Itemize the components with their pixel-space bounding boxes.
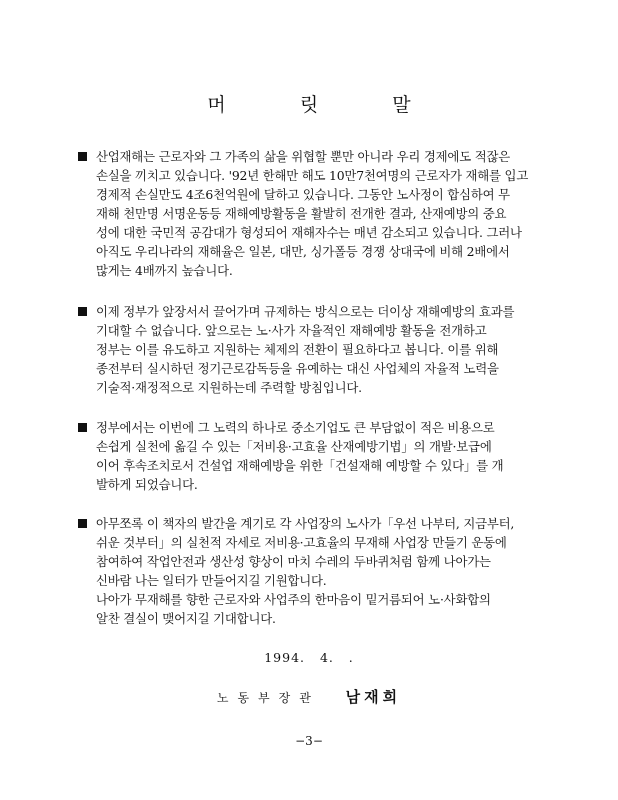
paragraph-section-4 [78, 514, 560, 628]
paragraph-text [96, 302, 560, 397]
signer-name: 남재희 [345, 688, 402, 706]
square-bullet-icon [78, 307, 87, 316]
text-line: 성에 대한 국민적 공감대가 형성되어 재해자수는 매년 감소되고 있습니다. 그러나 [96, 225, 522, 240]
paragraph-text [96, 514, 560, 628]
text-line: 발하게 되었습니다. [96, 477, 198, 492]
text-line: 기대할 수 없습니다. 앞으로는 노·사가 자율적인 재해예방 활동을 전개하고 [96, 323, 487, 338]
text-line: 손실을 끼치고 있습니다. '92년 한해만 해도 10만7천여명의 근로자가 재해를 입고 [96, 168, 529, 183]
text-line: 아무쪼록 이 책자의 발간을 계기로 각 사업장의 노사가「우선 나부터, 지금부터, [96, 516, 515, 531]
text-line: 많게는 4배까지 높습니다. [96, 263, 233, 278]
square-bullet-icon [78, 423, 87, 432]
paragraph-section-1 [78, 147, 560, 280]
text-line: 손쉽게 실천에 옮길 수 있는「저비용·고효율 산재예방기법」의 개발·보급에 [96, 439, 492, 454]
text-line: 신바람 나는 일터가 만들어지길 기원합니다. [96, 573, 327, 588]
text-line: 재해 천만명 서명운동등 재해예방활동을 활발히 전개한 결과, 산재예방의 중요 [96, 206, 507, 221]
signature-block [0, 686, 618, 707]
text-line: 이어 후속조치로서 건설업 재해예방을 위한「건설재해 예방할 수 있다」를 개 [96, 458, 504, 473]
paragraph-text [96, 147, 560, 280]
page-number: −3− [295, 734, 323, 748]
signer-title: 노동부장관 [216, 691, 320, 705]
paragraph-text [96, 418, 560, 494]
page-title: 머 릿 말 [207, 94, 445, 116]
text-line: 알찬 결실이 맺어지길 기대합니다. [96, 611, 276, 626]
square-bullet-icon [78, 519, 87, 528]
paragraph-section-3 [78, 418, 560, 494]
publication-date: 1994. 4. . [264, 650, 354, 665]
text-line: 나아가 무재해를 향한 근로자와 사업주의 한마음이 밑거름되어 노·사화합의 [96, 592, 491, 607]
text-line: 아직도 우리나라의 재해율은 일본, 대만, 싱가폴등 경쟁 상대국에 비해 2배에서 [96, 244, 510, 259]
text-line: 쉬운 것부터」의 실천적 자세로 저비용·고효율의 무재해 사업장 만들기 운동에 [96, 535, 507, 550]
text-line: 정부에서는 이번에 그 노력의 하나로 중소기업도 큰 부담없이 적은 비용으로 [96, 420, 495, 435]
square-bullet-icon [78, 152, 87, 161]
text-line: 종전부터 실시하던 정기근로감독등을 유예하는 대신 사업체의 자율적 노력을 [96, 361, 499, 376]
text-line: 정부는 이를 유도하고 지원하는 체제의 전환이 필요하다고 봅니다. 이를 위해 [96, 342, 499, 357]
text-line: 산업재해는 근로자와 그 가족의 삶을 위협할 뿐만 아니라 우리 경제에도 적잖은 [96, 149, 511, 164]
text-line: 이제 정부가 앞장서서 끌어가며 규제하는 방식으로는 더이상 재해예방의 효과를 [96, 304, 515, 319]
text-line: 참여하여 작업안전과 생산성 향상이 마치 수레의 두바퀴처럼 함께 나아가는 [96, 554, 491, 569]
text-line: 경제적 손실만도 4조6천억원에 달하고 있습니다. 그동안 노사정이 합심하여 무 [96, 187, 510, 202]
text-line: 기술적·재정적으로 지원하는데 주력할 방침입니다. [96, 380, 362, 395]
paragraph-section-2 [78, 302, 560, 397]
